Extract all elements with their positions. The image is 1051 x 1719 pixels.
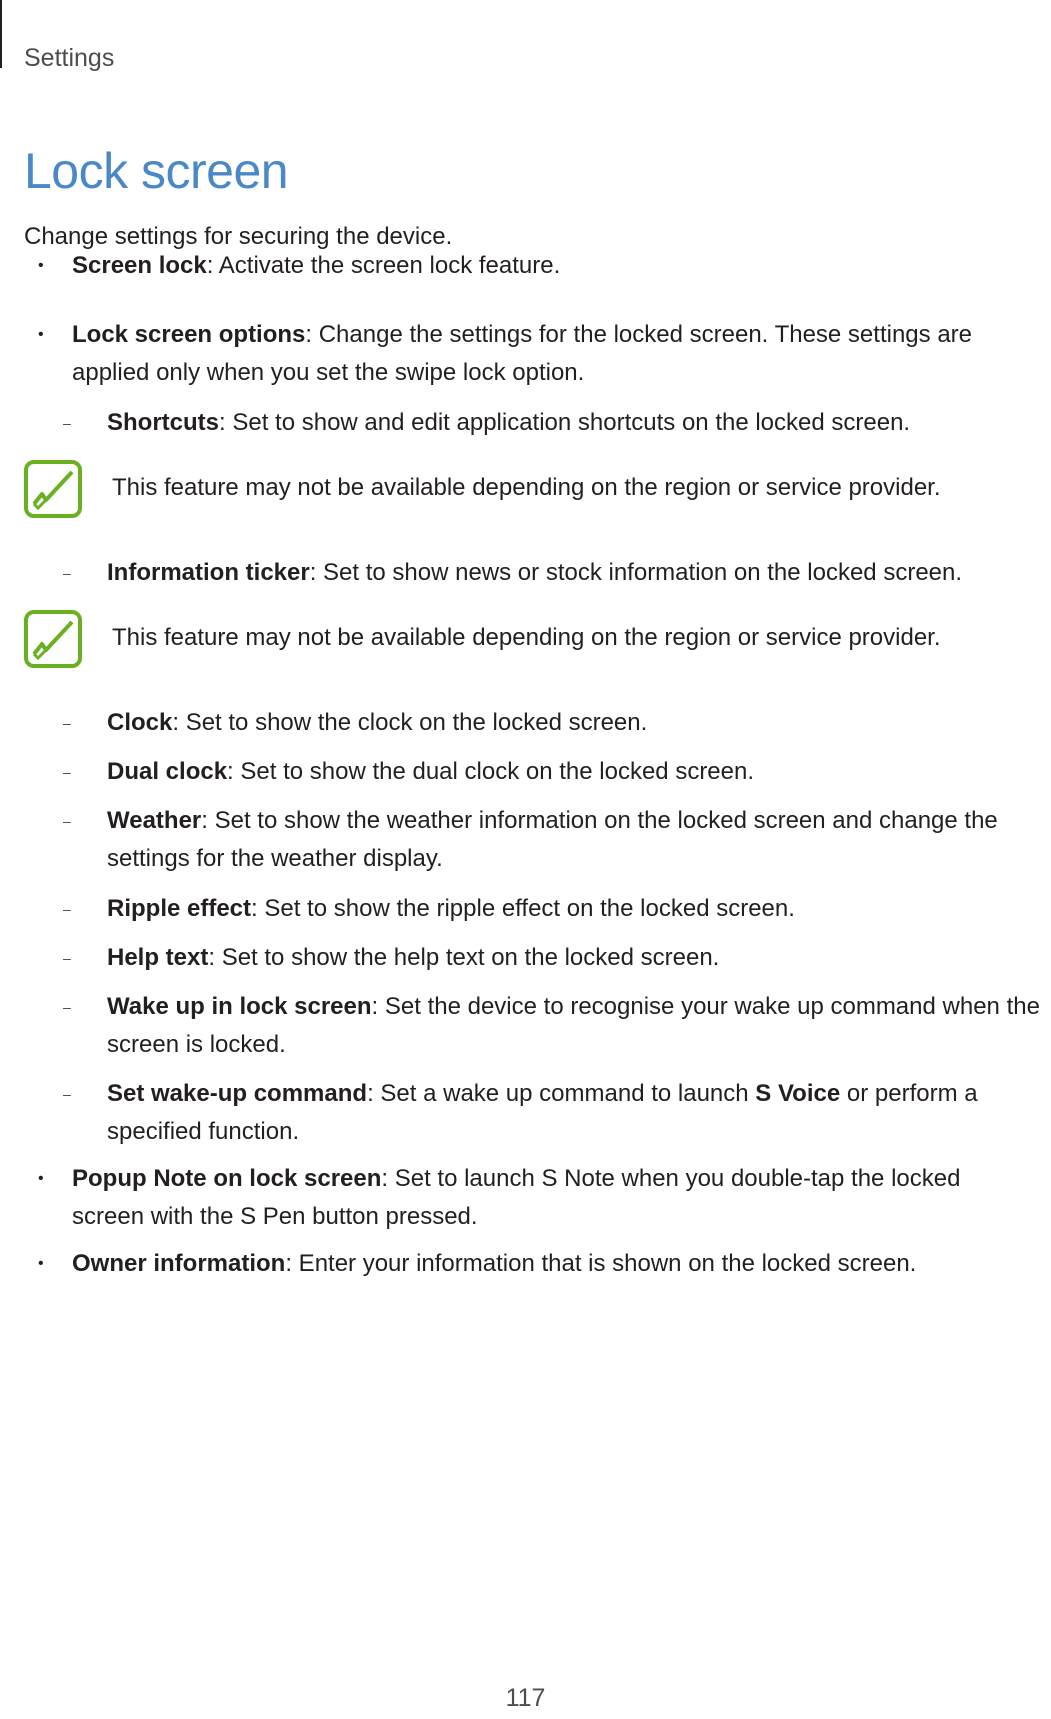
note-text: This feature may not be available depending on the region or service provider.: [112, 474, 941, 501]
subitem-dual-clock: [63, 753, 1047, 791]
desc: : Change the settings for the locked screen. These settings are applied only when you set the swipe lock option.: [72, 321, 972, 386]
term: Owner information: [72, 1250, 286, 1277]
bullet-icon: •: [38, 1255, 44, 1272]
subitem-wake-up: [63, 988, 1047, 1064]
note-box: [24, 460, 1034, 524]
bullet-icon: •: [38, 257, 44, 274]
desc: or perform a specified function.: [107, 1080, 978, 1145]
dash-icon: –: [63, 415, 71, 431]
desc: : Set to launch S Note when you double-tap the locked screen with the S Pen button pressed.: [72, 1165, 961, 1230]
desc: : Activate the screen lock feature.: [206, 252, 561, 279]
dash-icon: –: [63, 1086, 71, 1102]
intro-text: Change settings for securing the device.: [24, 223, 453, 250]
term: Lock screen options: [72, 321, 306, 348]
desc: : Enter your information that is shown on the locked screen.: [285, 1250, 917, 1277]
bullet-screen-lock: [38, 247, 1032, 285]
page-edge-rule: [0, 0, 2, 68]
term: Popup Note on lock screen: [72, 1165, 382, 1192]
note-box: [24, 610, 1034, 674]
desc: : Set a wake up command to launch: [367, 1080, 756, 1107]
dash-icon: –: [63, 999, 71, 1015]
bullet-lock-screen-options: [38, 316, 1032, 392]
term: Help text: [107, 944, 209, 971]
term: Set wake-up command: [107, 1080, 368, 1107]
desc: : Set to show the clock on the locked screen.: [172, 709, 648, 736]
note-check-icon: [24, 460, 82, 518]
term: Information ticker: [107, 559, 310, 586]
subitem-shortcuts: [63, 404, 1047, 442]
desc: : Set to show the ripple effect on the locked screen.: [251, 895, 795, 922]
desc: : Set to show the dual clock on the locked screen.: [227, 758, 755, 785]
dash-icon: –: [63, 565, 71, 581]
subitem-set-wake-up-command: [63, 1075, 1047, 1151]
subitem-weather: [63, 802, 1047, 878]
bullet-icon: •: [38, 1170, 44, 1187]
subitem-information-ticker: [63, 554, 1047, 592]
subitem-help-text: [63, 939, 1047, 977]
note-check-icon: [24, 610, 82, 668]
s-voice-term: S Voice: [755, 1080, 841, 1107]
term: Screen lock: [72, 252, 207, 279]
bullet-popup-note: [38, 1160, 1032, 1236]
note-text: This feature may not be available depending on the region or service provider.: [112, 624, 941, 651]
term: Wake up in lock screen: [107, 993, 372, 1020]
desc: : Set the device to recognise your wake up command when the screen is locked.: [107, 993, 1040, 1058]
desc: : Set to show the weather information on the locked screen and change the settings for the weather display.: [107, 807, 998, 872]
bullet-icon: •: [38, 326, 44, 343]
desc: : Set to show and edit application shortcuts on the locked screen.: [219, 409, 911, 436]
page-title: Lock screen: [24, 143, 289, 199]
term: Clock: [107, 709, 173, 736]
subitem-clock: [63, 704, 1047, 742]
term: Dual clock: [107, 758, 228, 785]
section-header: Settings: [24, 44, 115, 72]
desc: : Set to show the help text on the locked screen.: [208, 944, 720, 971]
term: Weather: [107, 807, 202, 834]
dash-icon: –: [63, 950, 71, 966]
term: Shortcuts: [107, 409, 220, 436]
subitem-ripple-effect: [63, 890, 1047, 928]
desc: : Set to show news or stock information on the locked screen.: [309, 559, 963, 586]
dash-icon: –: [63, 764, 71, 780]
bullet-owner-information: [38, 1245, 1032, 1283]
dash-icon: –: [63, 901, 71, 917]
dash-icon: –: [63, 715, 71, 731]
dash-icon: –: [63, 813, 71, 829]
term: Ripple effect: [107, 895, 252, 922]
page-number: 117: [505, 1684, 546, 1712]
